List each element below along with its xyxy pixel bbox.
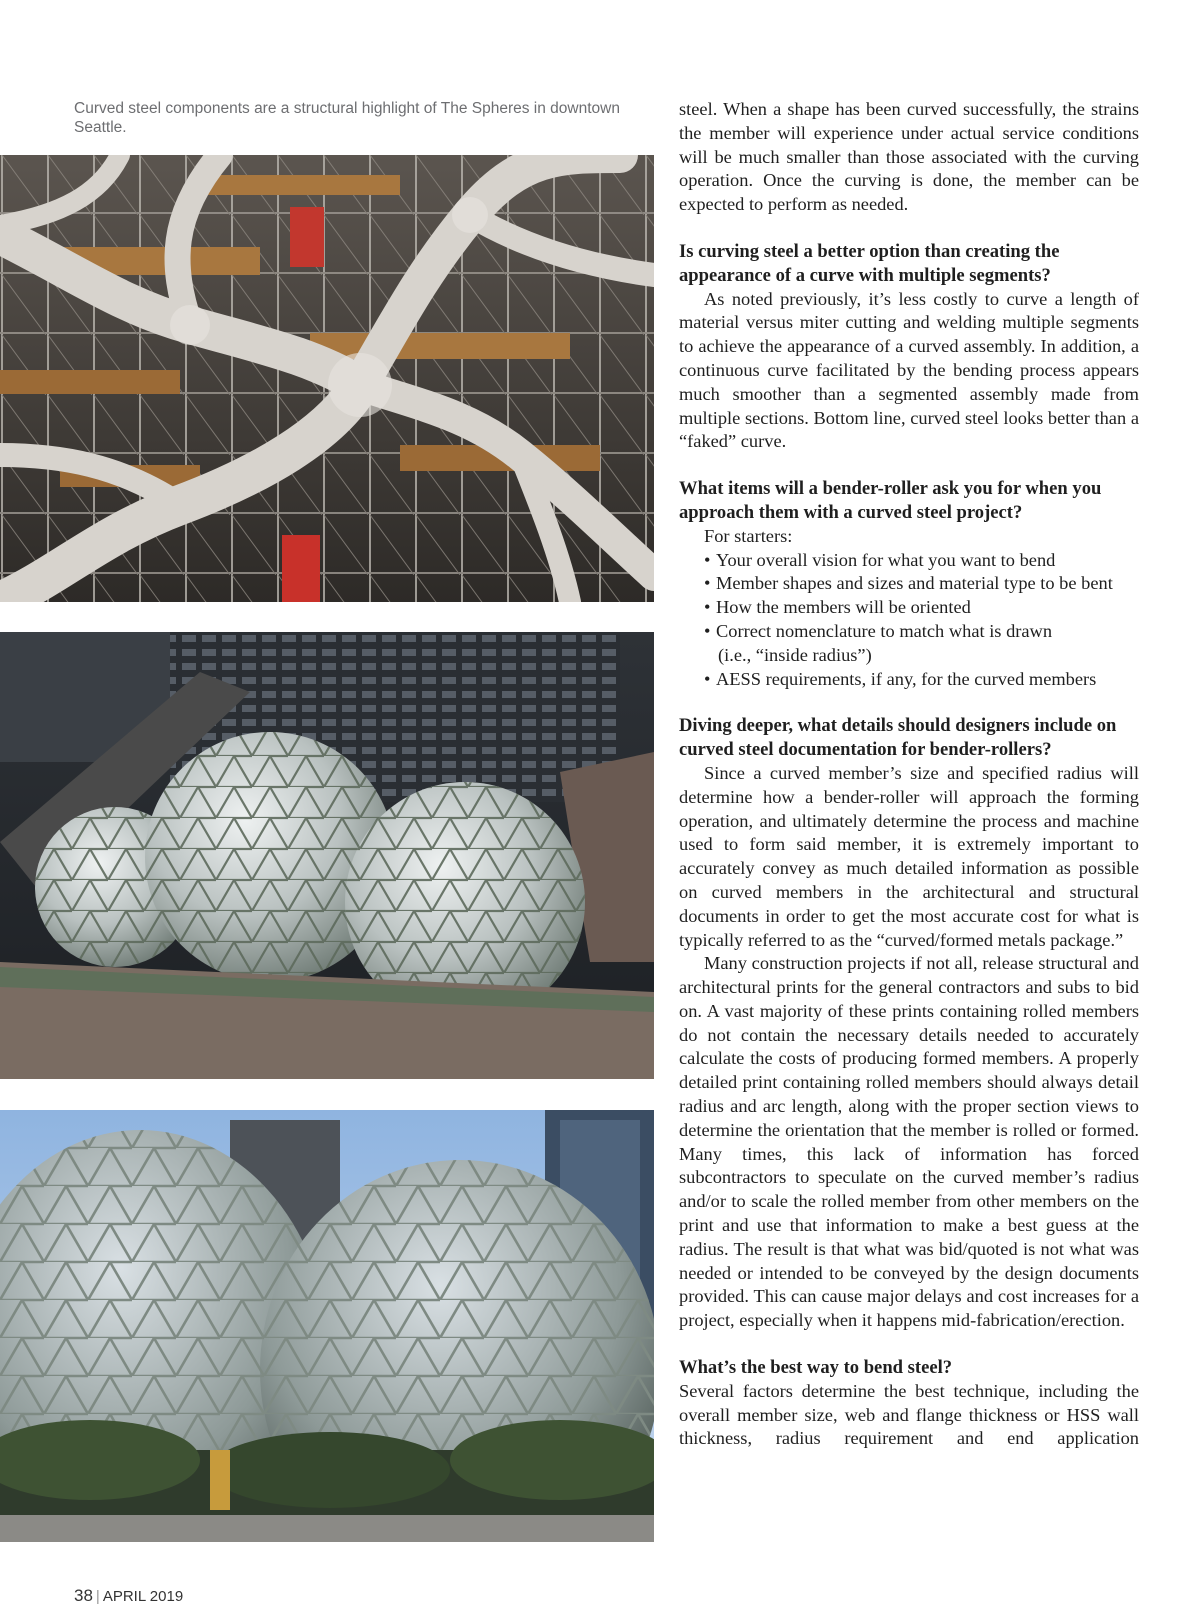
photo-caption: Curved steel components are a structural highlight of The Spheres in downtown Seattle. (74, 100, 620, 136)
intro-paragraph: steel. When a shape has been curved successfully, the strains the member will experience under actual service conditions will be much smaller than those associated with the curving operation. Once the curving is done, the member can be expected to perform as needed. (679, 99, 1139, 215)
paragraph-best-way-to-bend: Several factors determine the best technique, including the overall member size, web and flange thickness or HSS wall thickness, radius requirement and end application (679, 1380, 1139, 1449)
footer-separator: | (95, 1588, 100, 1605)
list-item: • Correct nomenclature to match what is drawn (i.e., “inside radius”) (704, 620, 1139, 668)
requirements-list (679, 549, 1139, 692)
spheres-steel-nodes-photo (0, 155, 654, 602)
spheres-street-photo (0, 1110, 654, 1542)
list-item: • Your overall vision for what you want to bend (704, 549, 1056, 570)
page-number: 38 (74, 1586, 93, 1605)
heading-documentation-details: Diving deeper, what details should designers include on curved steel documentation for bender-rollers? (679, 715, 1117, 761)
spheres-aerial-photo (0, 632, 654, 1079)
list-item: • Member shapes and sizes and material type to be bent (704, 573, 1113, 594)
list-item-continuation: (i.e., “inside radius”) (718, 644, 872, 665)
heading-bender-roller-items: What items will a bender-roller ask you for when you approach them with a curved steel project? (679, 478, 1102, 523)
paragraph-documentation-b: Many construction projects if not all, release structural and architectural prints for the general contractors and subs to bid on. A vast majority of these prints containing rolled members do not contain the necessary details needed to accurately calculate the costs of producing formed members. A properly detailed print containing rolled members should always detail radius and arc length, along with the proper section views to determine the orientation that the member is rolled or formed. Many times, this lack of information has forced subcontractors to speculate on the curved member’s radius and/or to scale the rolled member from other members on the print and use that information to make a best guess at the radius. The result is that what was bid/quoted is not what was needed or intended to be conveyed by the design documents provided. This can cause major delays and cost increases for a project, especially when it happens mid-fabrication/erection. (679, 953, 1139, 1331)
list-item: • AESS requirements, if any, for the curved members (704, 668, 1097, 689)
page-footer (74, 1586, 183, 1606)
article-column (679, 98, 1139, 1451)
list-item: • How the members will be oriented (704, 597, 971, 618)
heading-best-way-to-bend: What’s the best way to bend steel? (679, 1357, 953, 1379)
list-lead: For starters: (704, 525, 793, 546)
heading-curving-vs-segments: Is curving steel a better option than creating the appearance of a curve with multiple segments? (679, 240, 1060, 286)
issue-date: APRIL 2019 (102, 1588, 184, 1605)
paragraph-documentation-a: Since a curved member’s size and specified radius will determine how a bender-roller will approach the forming operation, and ultimately determine the process and machine used to form said member, it is extremely important to accurately convey as much detailed information as possible on curved members in the architectural and structural documents in order to get the most accurate cost for what is typically referred to as the “curved/formed metals package.” (679, 762, 1139, 950)
paragraph-curving-vs-segments: As noted previously, it’s less costly to curve a length of material versus miter cutting and welding multiple segments to achieve the appearance of a curved assembly. In addition, a continuous curve facilitated by the bending process appears much smoother than a segmented assembly made from multiple sections. Bottom line, curved steel looks better than a “faked” curve. (679, 288, 1139, 452)
